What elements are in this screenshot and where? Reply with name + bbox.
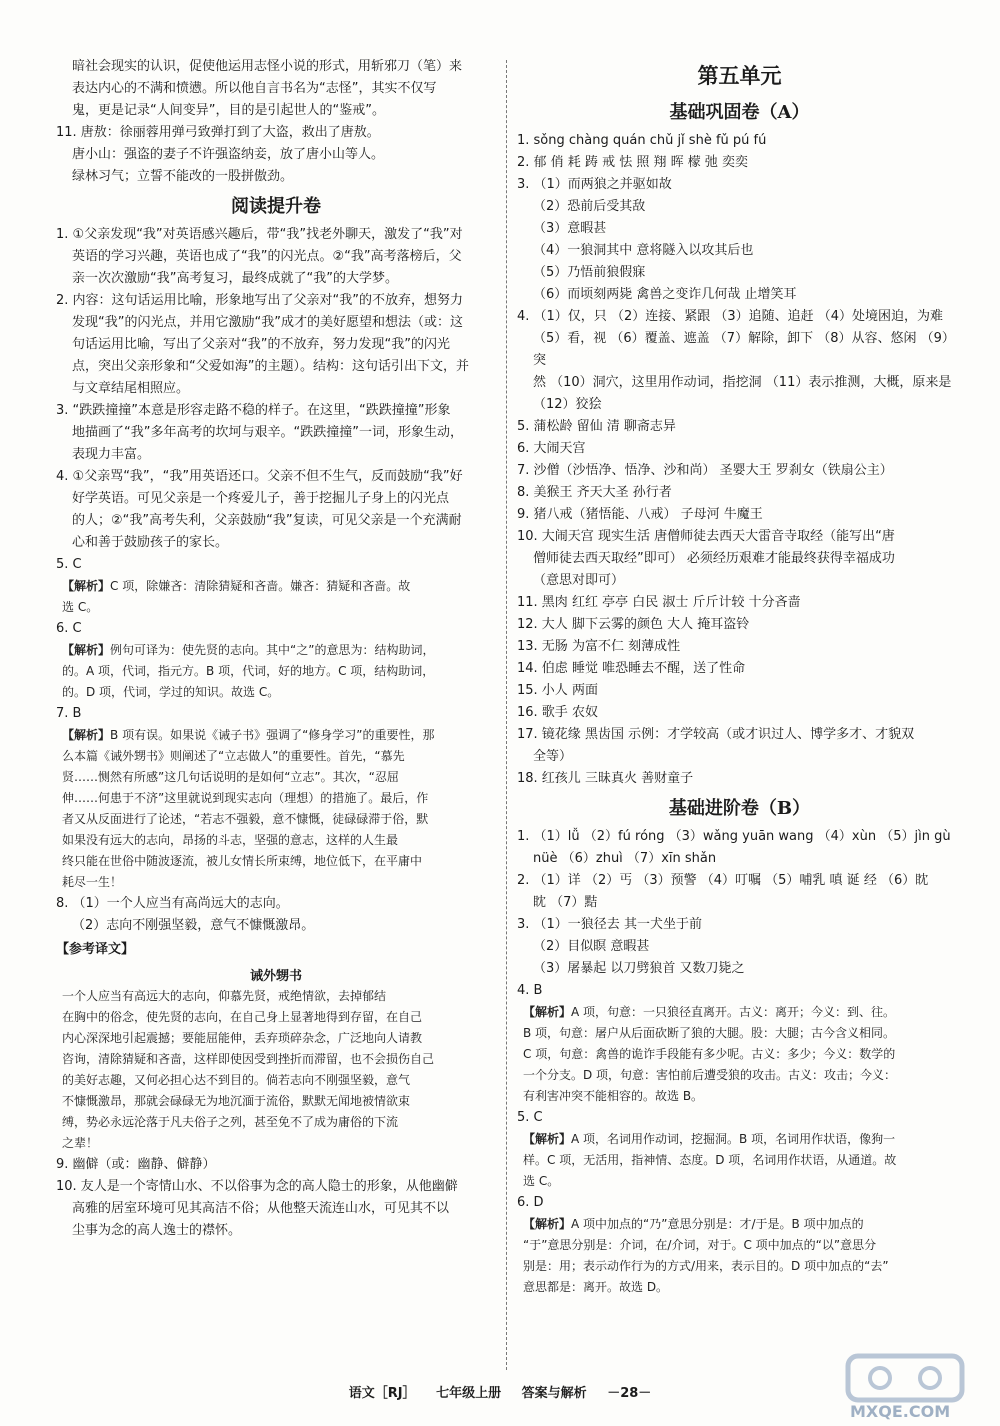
text-line: 表现力丰富。 (72, 447, 151, 462)
text-line: 13. 无肠 为富不仁 刻薄成性 (517, 639, 681, 654)
reference-line: 缚，势必永远沦落于凡夫俗子之列，甚至免不了成为庸俗的下流 (62, 1115, 399, 1129)
text-line: （3）屠暴起 以刀劈狼首 又数刀毙之 (533, 961, 745, 976)
text-line: 心和善于鼓励孩子的家长。 (72, 535, 229, 550)
section-a-q10 (517, 526, 962, 592)
text-line: 18. 红孩儿 三昧真火 善财童子 (517, 771, 694, 786)
text-line: 暗社会现实的认识，促使他运用志怪小说的形式，用斩邪刀（笔）来 (72, 59, 463, 74)
analysis-line: 样。C 项，无活用，指神情、态度。D 项，名词用作状语，从通道。故 (523, 1153, 897, 1167)
text-line: 8. 美猴王 齐天大圣 孙行者 (517, 485, 672, 500)
text-line: （5）乃悟前狼假寐 (533, 265, 646, 280)
section-b-q3 (517, 914, 962, 980)
reference-label: 【参考译文】 (56, 942, 135, 957)
item-7 (56, 703, 496, 893)
watermark-text: MXQE.COM (850, 1402, 951, 1421)
unit-title: 第五单元 (697, 63, 782, 88)
text-line: 4. （1）仅，只 （2）连接、紧跟 （3）追随、追赶 （4）处境困迫，为难 (517, 309, 944, 324)
text-line: nüè （6）zhuì （7）xīn shǎn (533, 851, 717, 866)
analysis-line: 有利害冲突不能相容的。故选 B。 (523, 1089, 704, 1103)
analysis-line: 如果没有远大的志向，昂扬的斗志，坚强的意志，这样的人生最 (62, 833, 399, 847)
section-b-q4 (517, 980, 962, 1107)
left-column (56, 56, 496, 1242)
analysis-text: A 项中加点的“乃”意思分别是：才/于是。B 项中加点的 (571, 1217, 864, 1231)
analysis-label: 【解析】 (62, 643, 111, 657)
analysis-line: 者又从反面进行了论述，“若志不强毅，意不慷慨，徒碌碌滞于俗，默 (62, 812, 429, 826)
text-line: 的人；②“我”高考失利，父亲鼓励“我”复读，可见父亲是一个充满耐 (72, 513, 462, 528)
answer-choice: 5. C (56, 557, 82, 572)
text-line: 4. ①父亲骂“我”，“我”用英语还口。父亲不但不生气，反而鼓励“我”好 (56, 469, 463, 484)
text-line: 眈 （7）黠 (533, 895, 598, 910)
text-line: 发现“我”的闪光点，并用它激励“我”成才的美好愿望和想法（或：这 (72, 315, 463, 330)
item-3 (56, 400, 496, 466)
text-line: 5. 蒲松龄 留仙 清 聊斋志异 (517, 419, 676, 434)
q11-block (56, 122, 496, 188)
section-a-tail (517, 592, 962, 724)
analysis-label: 【解析】 (523, 1217, 572, 1231)
footer-label: 答案与解析 (521, 1386, 587, 1401)
section-a-q17 (517, 724, 962, 768)
text-line: 17. 镜花缘 黑齿国 示例：才学较高（或才识过人、博学多才、才貌双 (517, 727, 915, 742)
text-line: 高雅的居室环境可见其高洁不俗；从他整天流连山水，可见其不以 (72, 1201, 450, 1216)
analysis-line (56, 725, 496, 746)
analysis-line: 一个分支。D 项，句意：害怕前后遭受狼的攻击。古义：攻击；今义： (523, 1068, 897, 1082)
item-6 (56, 618, 496, 703)
text-line: 11. 唐敖：徐丽蓉用弹弓致弹打到了大盗，救出了唐敖。 (56, 125, 380, 140)
text-line: 11. 黑肉 红红 亭亭 白民 淑士 斤斤计较 十分吝啬 (517, 595, 801, 610)
text-line: （6）而顷刻两毙 禽兽之变诈几何哉 止增笑耳 (533, 287, 797, 302)
answer-choice: 6. D (517, 1195, 544, 1210)
item-5 (56, 554, 496, 618)
reference-text (56, 986, 496, 1154)
answer-choice: 6. C (56, 621, 82, 636)
text-line: 句话运用比喻，写出了父亲对“我”的不放弃，努力发现“我”的闪光 (72, 337, 450, 352)
text-line: 亲一次次激励“我”高考复习，最终成就了“我”的大学梦。 (72, 271, 398, 286)
analysis-line (517, 1002, 962, 1023)
analysis-label: 【解析】 (62, 728, 111, 742)
text-line: 6. 大闹天宫 (517, 441, 586, 456)
item-1 (56, 224, 496, 290)
text-line: 全等） (533, 749, 573, 764)
text-line: 英语的学习兴趣，英语也成了“我”的闪光点。②“我”高考落榜后，父 (72, 249, 462, 264)
analysis-line: 贤……恻然有所感”这几句话说明的是如何“立志”。其次，“忍屈 (62, 770, 399, 784)
section-title-b: 基础进阶卷（B） (668, 798, 811, 819)
analysis-line: 选 C。 (62, 600, 99, 614)
section-b-q6 (517, 1192, 962, 1298)
reference-line: 咨询，清除猜疑和吝啬，这样即使因受到挫折而滞留，也不会损伤自己 (62, 1052, 435, 1066)
text-line: 8. （1）一个人应当有高尚远大的志向。 (56, 896, 289, 911)
analysis-label: 【解析】 (62, 579, 111, 593)
reference-line: 内心深深地引起震撼；要能屈能伸，丢弃琐碎杂念，广泛地向人请教 (62, 1031, 423, 1045)
analysis-line: 的。D 项，代词，学过的知识。故选 C。 (62, 685, 280, 699)
text-line: 7. 沙僧（沙悟净、悟净、沙和尚） 圣婴大王 罗刹女（铁扇公主） (517, 463, 893, 478)
text-line: 点，突出父亲形象和“父爱如海”的主题）。结构：这句话引出下文，并 (72, 359, 469, 374)
analysis-line: “于”意思分别是：介词，在/介词，对于。C 项中加点的“以”意思分 (523, 1238, 877, 1252)
column-divider (506, 60, 507, 1370)
text-line: （意思对即可） (533, 573, 625, 588)
footer-subject: 语文［RJ］ (348, 1386, 416, 1401)
text-line: （12）狡狯 (533, 397, 602, 412)
analysis-text: A 项，名词用作动词，挖掘洞。B 项，名词用作状语，像狗一 (571, 1132, 896, 1146)
reference-line: 之辈！ (62, 1136, 99, 1150)
answer-choice: 5. C (517, 1110, 543, 1125)
analysis-text: 例句可译为：使先贤的志向。其中“之”的意思为：结构助词， (110, 643, 435, 657)
item-4 (56, 466, 496, 554)
text-line: 表达内心的不满和愤懑。所以他自言书名为“志怪”，其实不仅写 (72, 81, 437, 96)
analysis-line: B 项，句意：屠户从后面砍断了狼的大腿。股：大腿；古今含义相同。 (523, 1026, 896, 1040)
text-line: 10. 友人是一个寄情山水、不以俗事为念的高人隐士的形象，从他幽僻 (56, 1179, 458, 1194)
text-line: 2. 郁 俏 耗 踌 戒 怯 照 翔 晖 檬 弛 奕奕 (517, 155, 748, 170)
analysis-line: C 项，句意：禽兽的诡诈手段能有多少呢。古义：多少；今义：数学的 (523, 1047, 896, 1061)
text-line: 绿林习气；立誓不能改的一股拼傲劲。 (72, 169, 294, 184)
analysis-text: B 项有误。如果说《诫子书》强调了“修身学习”的重要性，那 (110, 728, 435, 742)
section-b-q1 (517, 826, 962, 870)
text-line: 15. 小人 两面 (517, 683, 598, 698)
analysis-line (56, 576, 496, 597)
text-line: 1. ①父亲发现“我”对英语感兴趣后，带“我”找老外聊天，激发了“我”对 (56, 227, 463, 242)
text-line: 14. 伯虑 睡觉 唯恐睡去不醒，送了性命 (517, 661, 746, 676)
text-line: 好学英语。可见父亲是一个疼爱儿子，善于挖掘儿子身上的闪光点 (72, 491, 450, 506)
section-title-reading: 阅读提升卷 (231, 196, 321, 217)
analysis-line: 选 C。 (523, 1174, 560, 1188)
text-line: 3. “跌跌撞撞”本意是形容走路不稳的样子。在这里，“跌跌撞撞”形象 (56, 403, 451, 418)
analysis-line: 别是：用；表示动作行为的方式/用来，表示目的。D 项中加点的“去” (523, 1259, 889, 1273)
analysis-line: 意思都是：离开。故选 D。 (523, 1280, 669, 1294)
analysis-line: 耗尽一生！ (62, 875, 123, 889)
text-line: 唐小山：强盗的妻子不许强盗纳妾，放了唐小山等人。 (72, 147, 385, 162)
text-line: 尘事为念的高人逸士的襟怀。 (72, 1223, 242, 1238)
text-line: （2）目似瞑 意暇甚 (533, 939, 650, 954)
analysis-line: 么本篇《诫外甥书》则阐述了“立志做人”的重要性。首先，“慕先 (62, 749, 405, 763)
item-10 (56, 1176, 496, 1242)
answer-choice: 7. B (56, 706, 82, 721)
text-line: 1. （1）lǚ （2）fú róng （3）wǎng yuān wang （4）xùn （5）jìn gù (517, 829, 951, 844)
text-line: 3. （1）而两狼之并驱如故 (517, 177, 672, 192)
footer-grade: 七年级上册 (436, 1386, 502, 1401)
text-line: （3）意暇甚 (533, 221, 607, 236)
reference-line: 的美好志趣，又何必担心达不到目的。倘若志向不刚强坚毅，意气 (62, 1073, 411, 1087)
analysis-line (517, 1214, 962, 1235)
page-number: －28－ (607, 1386, 652, 1401)
analysis-text: A 项，句意：一只狼径直离开。古义：离开；今义：到、往。 (571, 1005, 896, 1019)
analysis-line (56, 640, 496, 661)
right-column (517, 56, 962, 1298)
text-line: 鬼，更是记录“人间变异”，目的是引起世人的“鉴戒”。 (72, 103, 385, 118)
analysis-line (517, 1129, 962, 1150)
analysis-line: 终只能在世俗中随波逐流，被儿女情长所束缚，地位低下，在平庸中 (62, 854, 423, 868)
reference-line: 一个人应当有高远大的志向，仰慕先贤，戒绝情欲，去掉郁结 (62, 989, 387, 1003)
section-b-q2 (517, 870, 962, 914)
text-line: 然 （10）洞穴，这里用作动词，指挖洞 （11）表示推测，大概，原来是 (533, 375, 952, 390)
text-line: 僧师徒去西天取经”即可） 必须经历艰难才能最终获得幸福成功 (533, 551, 895, 566)
reference-line: 不慷慨激昂，那就会碌碌无为地沉湎于流俗，默默无闻地被情欲束 (62, 1094, 411, 1108)
item-9: 9. 幽僻（或：幽静、僻静） (56, 1157, 216, 1172)
analysis-label: 【解析】 (523, 1132, 572, 1146)
analysis-line: 伸……何患于不济”这里就说到现实志向（理想）的措施了。最后，作 (62, 791, 429, 805)
analysis-line: 的。A 项，代词，指元方。B 项，代词，好的地方。C 项，结构助词， (62, 664, 435, 678)
intro-block (56, 56, 496, 122)
text-line: 与文章结尾相照应。 (72, 381, 190, 396)
section-a-q4 (517, 306, 962, 416)
section-a-more (517, 416, 962, 526)
section-b-q5 (517, 1107, 962, 1192)
text-line: 12. 大人 脚下云雾的颜色 大人 掩耳盗铃 (517, 617, 750, 632)
text-line: （2）志向不刚强坚毅，意气不慷慨激昂。 (72, 918, 315, 933)
text-line: （4）一狼洞其中 意将隧入以攻其后也 (533, 243, 754, 258)
text-line: （2）恐前后受其敌 (533, 199, 646, 214)
answer-choice: 4. B (517, 983, 543, 998)
text-line: 9. 猪八戒（猪悟能、八戒） 子母河 牛魔王 (517, 507, 763, 522)
item-8 (56, 893, 496, 937)
text-line: 2. （1）详 （2）丐 （3）预警 （4）叮嘱 （5）哺乳 嗔 诞 经 （6）眈 (517, 873, 929, 888)
text-line: 10. 大闹天宫 现实生活 唐僧师徒去西天大雷音寺取经（能写出“唐 (517, 529, 895, 544)
text-line: （5）看，视 （6）覆盖、遮盖 （7）解除，卸下 （8）从容、悠闲 （9）突 (533, 331, 955, 368)
text-line: 16. 歌手 农奴 (517, 705, 598, 720)
section-title-a: 基础巩固卷（A） (669, 102, 810, 123)
item-2 (56, 290, 496, 400)
analysis-label: 【解析】 (523, 1005, 572, 1019)
analysis-text: C 项，除嫌吝：清除猜疑和吝啬。嫌吝：猜疑和吝啬。故 (110, 579, 411, 593)
reference-line: 在胸中的俗念，使先贤的志向，在自己身上显著地得到存留，在自己 (62, 1010, 423, 1024)
text-line: 3. （1）一狼径去 其一犬坐于前 (517, 917, 702, 932)
reference-title: 诫外甥书 (249, 969, 302, 984)
text-line: 地描画了“我”多年高考的坎坷与艰辛。“跌跌撞撞”一词，形象生动， (72, 425, 463, 440)
section-a-lines (517, 130, 962, 306)
text-line: 2. 内容：这句话运用比喻，形象地写出了父亲对“我”的不放弃，想努力 (56, 293, 464, 308)
text-line: 1. sǒng chàng quán chǔ jǐ shè fǔ pú fú (517, 133, 767, 148)
